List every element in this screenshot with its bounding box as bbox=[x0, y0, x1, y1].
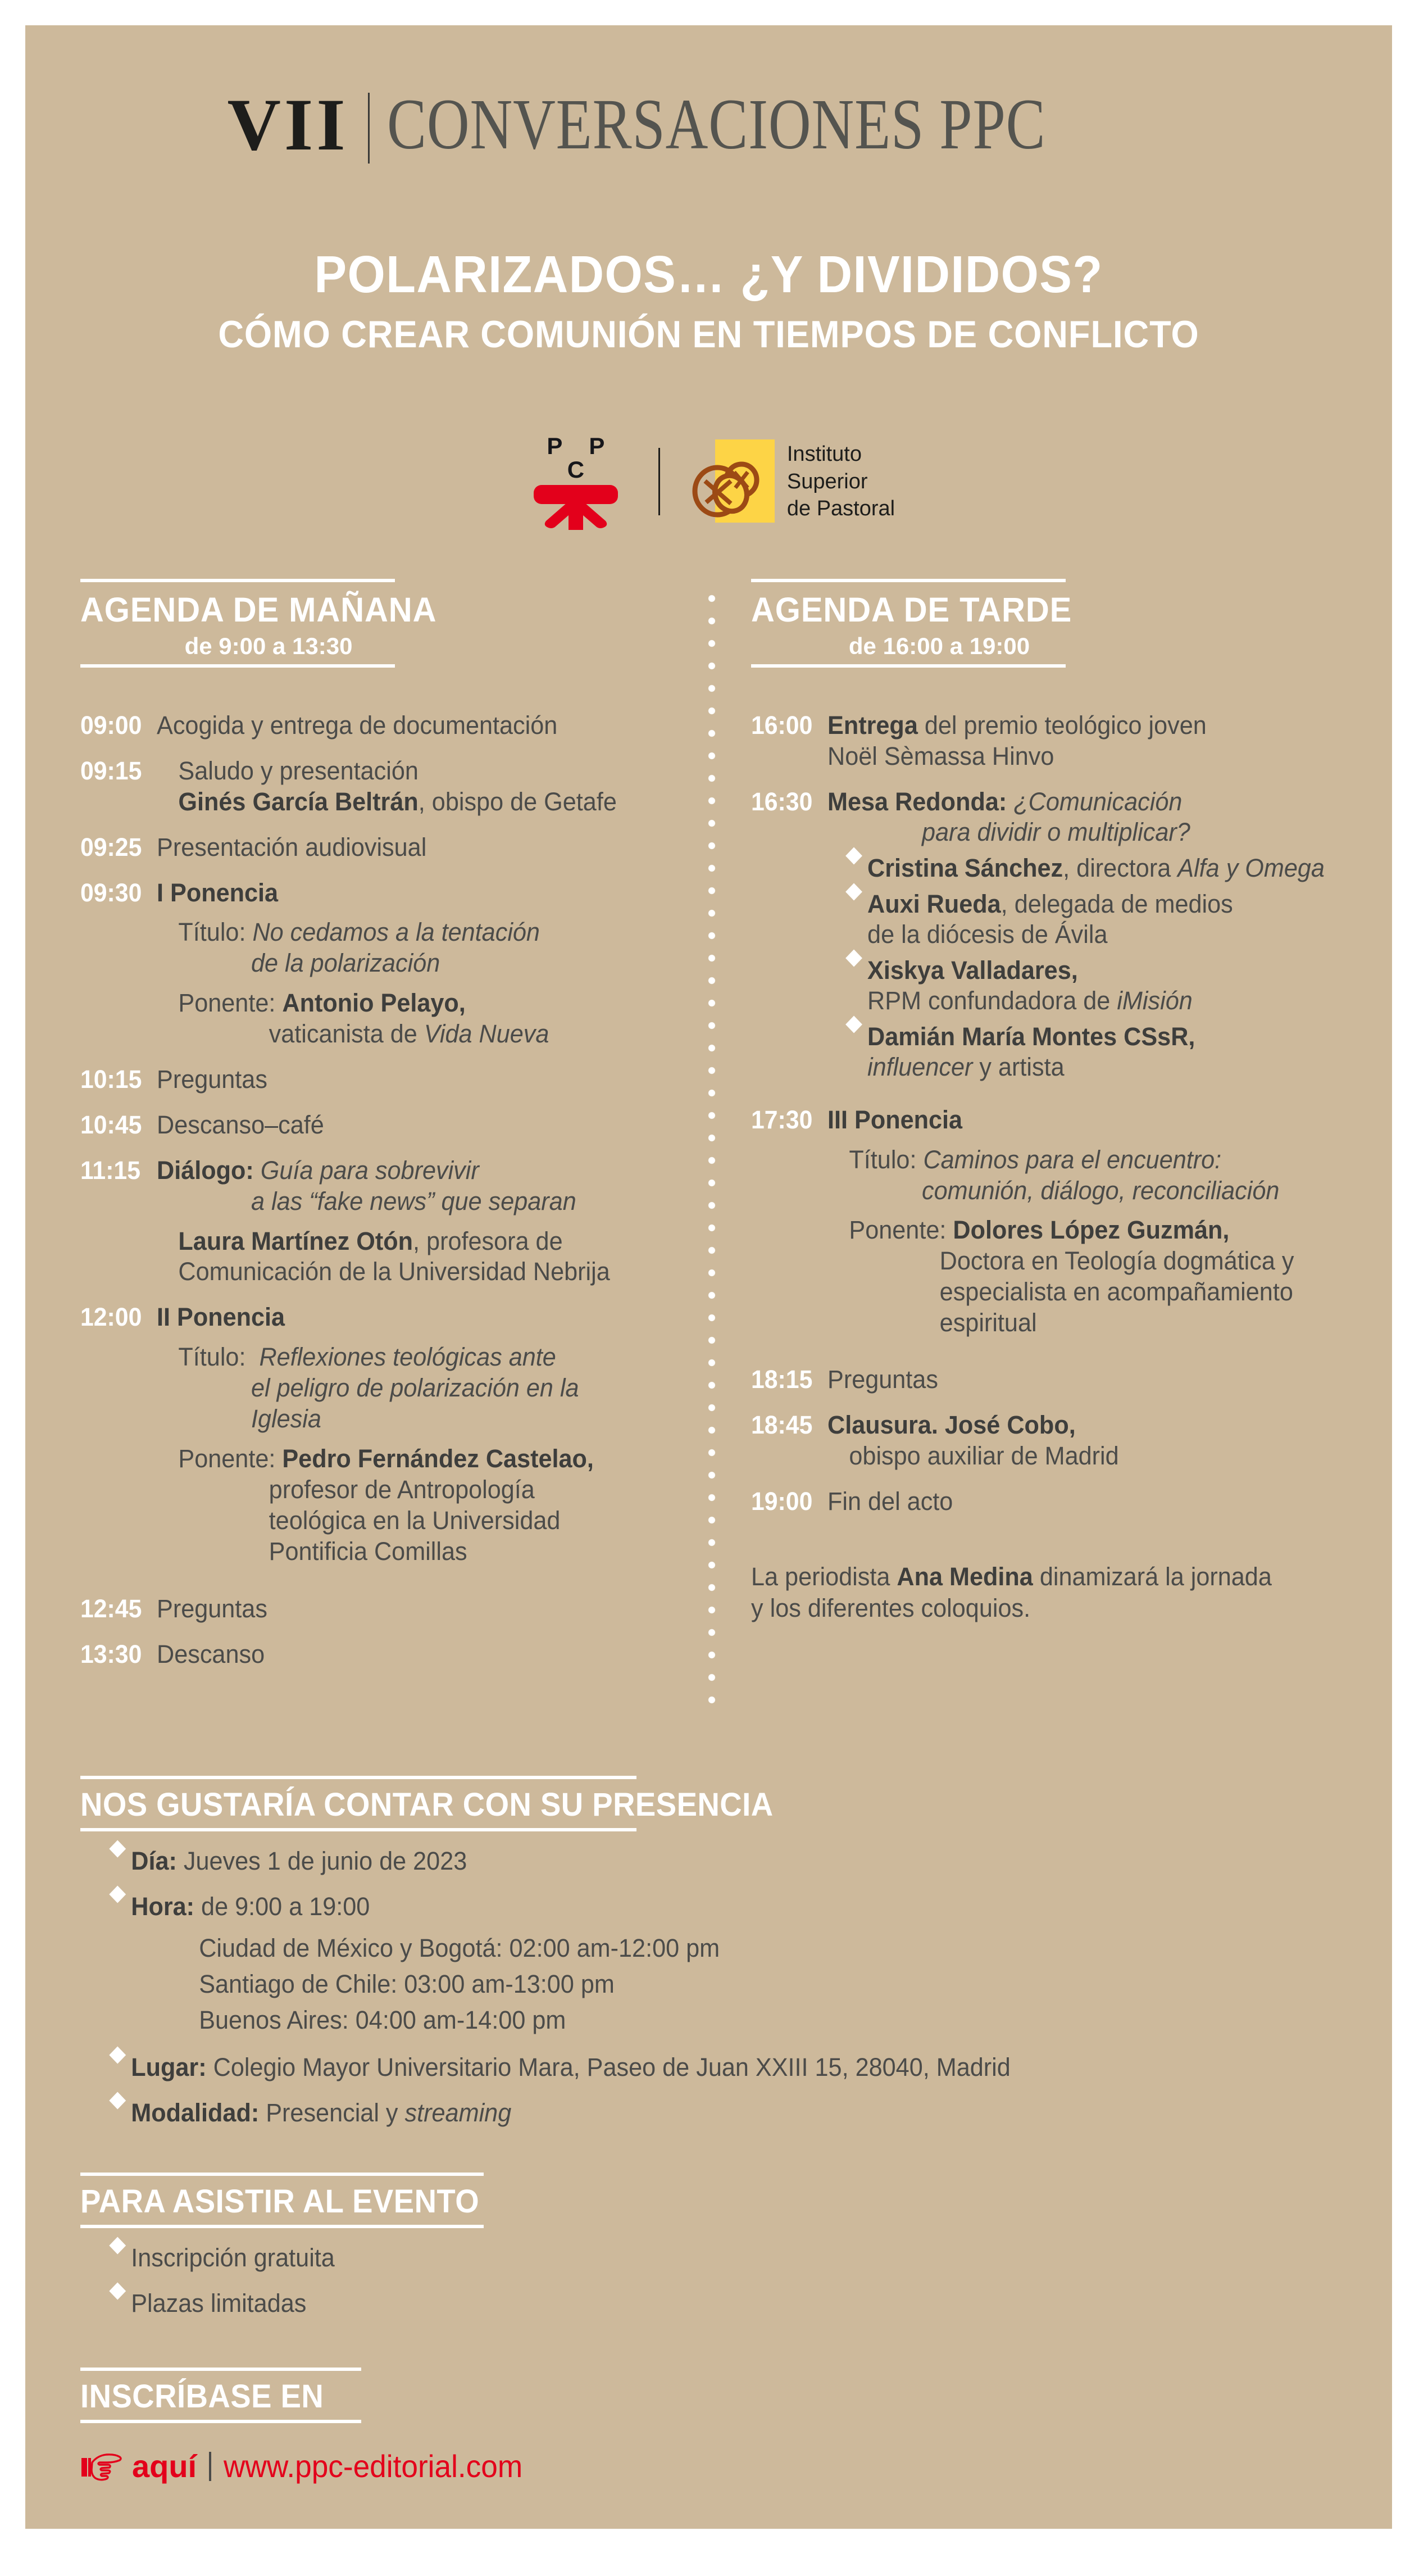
agenda-item bbox=[80, 1594, 676, 1625]
item-time: 16:30 bbox=[751, 787, 813, 816]
panelist-role-cont: de la diócesis de Ávila bbox=[867, 919, 1108, 949]
brand-header bbox=[25, 81, 1392, 167]
item-line bbox=[827, 1145, 1331, 1176]
moderator-name: Ana Medina bbox=[897, 1562, 1033, 1591]
item-line bbox=[827, 1176, 1331, 1207]
panelist-role: , directora bbox=[1063, 853, 1178, 882]
rule-top bbox=[80, 579, 395, 582]
item-line bbox=[827, 1410, 1331, 1441]
timezone-3: Buenos Aires: 04:00 am-14:00 pm bbox=[199, 2005, 566, 2034]
item-line bbox=[157, 787, 655, 818]
item-body bbox=[157, 878, 655, 1050]
morning-title: AGENDA DE MAÑANA bbox=[80, 591, 437, 629]
speaker-name: Laura Martínez Otón bbox=[178, 1226, 413, 1255]
item-line bbox=[157, 878, 655, 909]
brand-name: CONVERSACIONES PPC bbox=[386, 84, 1046, 164]
rule-top bbox=[80, 2368, 361, 2371]
item-time: 09:15 bbox=[80, 756, 142, 785]
panelist-org: iMisión bbox=[1117, 986, 1193, 1015]
item-line bbox=[157, 1302, 655, 1333]
speaker-name: Ginés García Beltrán bbox=[178, 787, 419, 816]
item-body bbox=[827, 787, 1331, 1082]
agenda-item bbox=[80, 1155, 676, 1288]
ponencia-label: I Ponencia bbox=[157, 878, 279, 907]
item-line: Comunicación de la Universidad Nebrija bbox=[178, 1257, 610, 1286]
attend-item-2: Plazas limitadas bbox=[131, 2289, 307, 2318]
diamond-bullet-icon bbox=[109, 2047, 126, 2064]
afternoon-subtitle: de 16:00 a 19:00 bbox=[848, 633, 1030, 659]
panelist-name: Xiskya Valladares, bbox=[867, 955, 1078, 985]
panelist-org: Alfa y Omega bbox=[1177, 853, 1325, 882]
panelist-role-italic: influencer bbox=[867, 1052, 973, 1081]
signup-block bbox=[80, 2368, 1339, 2484]
panelist-role: RPM confundadora de bbox=[867, 986, 1117, 1015]
item-line: Fin del acto bbox=[827, 1486, 953, 1516]
diamond-bullet-icon bbox=[845, 883, 862, 900]
ponencia-title-cont: de la polarización bbox=[251, 949, 440, 978]
item-body bbox=[157, 832, 655, 863]
morning-header bbox=[80, 579, 676, 668]
diamond-bullet-icon bbox=[109, 1885, 126, 1903]
modalidad-label: Modalidad: bbox=[131, 2098, 260, 2128]
item-line: Doctora en Teología dogmática y bbox=[939, 1246, 1294, 1276]
afternoon-items bbox=[751, 710, 1352, 1625]
info-text bbox=[131, 1892, 370, 1922]
rule-top bbox=[751, 579, 1066, 582]
ponente-label: Ponente: bbox=[849, 1216, 947, 1245]
diamond-bullet-icon bbox=[109, 1840, 126, 1857]
item-time: 12:00 bbox=[80, 1303, 142, 1332]
info-row-hora bbox=[80, 1892, 1288, 1922]
item-line bbox=[157, 1019, 655, 1050]
item-line bbox=[157, 1342, 655, 1373]
item-body bbox=[157, 710, 655, 741]
mesa-title-cont: para dividir o multiplicar? bbox=[922, 817, 1190, 846]
logo-row bbox=[25, 434, 1392, 529]
item-line: Preguntas bbox=[827, 1365, 938, 1394]
item-body bbox=[827, 1105, 1331, 1339]
speaker-name: Dolores López Guzmán, bbox=[953, 1216, 1230, 1245]
rule-bottom bbox=[80, 2225, 484, 2228]
item-body bbox=[827, 1410, 1331, 1472]
panelist-name: Auxi Rueda bbox=[867, 889, 1001, 918]
agenda-item bbox=[80, 1064, 676, 1095]
item-time: 09:30 bbox=[80, 878, 142, 907]
item-body bbox=[157, 1110, 655, 1141]
column-dotted-divider bbox=[708, 595, 716, 1716]
agenda-item bbox=[751, 1105, 1352, 1339]
logo-separator bbox=[658, 448, 660, 515]
panelist-role: y artista bbox=[972, 1052, 1065, 1081]
dia-label: Día: bbox=[131, 1847, 177, 1875]
website-url[interactable]: www.ppc-editorial.com bbox=[224, 2448, 523, 2484]
isp-line-3: de Pastoral bbox=[786, 497, 895, 521]
rule-bottom bbox=[80, 664, 395, 668]
item-body bbox=[157, 1639, 655, 1670]
agenda-item bbox=[751, 1486, 1352, 1517]
pointing-hand-icon bbox=[80, 2451, 122, 2482]
item-line bbox=[157, 1404, 655, 1435]
poster-canvas bbox=[25, 25, 1392, 2529]
panelist-text bbox=[867, 1022, 1331, 1082]
item-line bbox=[827, 817, 1331, 847]
panelist-role: , delegada de medios bbox=[1000, 889, 1233, 918]
note-post: dinamizará la jornada bbox=[1033, 1562, 1272, 1591]
item-body bbox=[157, 1302, 655, 1567]
aqui-link[interactable]: aquí bbox=[132, 2448, 197, 2484]
ponencia-title-cont: comunión, diálogo, reconciliación bbox=[922, 1176, 1280, 1205]
morning-subtitle: de 9:00 a 13:30 bbox=[184, 633, 353, 659]
modalidad-value: Presencial y bbox=[259, 2098, 405, 2128]
signup-title: INSCRÍBASE EN bbox=[80, 2378, 324, 2415]
item-line bbox=[827, 710, 1331, 741]
attend-title: PARA ASISTIR AL EVENTO bbox=[80, 2183, 480, 2220]
attend-item-1: Inscripción gratuita bbox=[131, 2243, 335, 2273]
ponencia-title: Reflexiones teológicas ante bbox=[259, 1343, 556, 1372]
edition-number: VII bbox=[227, 83, 349, 166]
rule-top bbox=[80, 1776, 636, 1779]
item-line: profesor de Antropología bbox=[269, 1475, 535, 1504]
ponencia-title: No cedamos a la tentación bbox=[252, 918, 540, 947]
panelist-text bbox=[867, 955, 1331, 1016]
item-time: 11:15 bbox=[80, 1155, 140, 1185]
item-time: 17:30 bbox=[751, 1105, 813, 1134]
dialogo-title-cont: a las “fake news” que separan bbox=[251, 1186, 576, 1216]
info-text bbox=[131, 2052, 1011, 2083]
item-body bbox=[827, 1486, 1331, 1517]
attend-block bbox=[80, 2173, 1339, 2319]
dia-value: Jueves 1 de junio de 2023 bbox=[176, 1847, 467, 1875]
speaker-role: , obispo de Getafe bbox=[418, 787, 617, 816]
info-text bbox=[131, 2098, 511, 2129]
lugar-label: Lugar: bbox=[131, 2053, 207, 2082]
rule-bottom bbox=[751, 664, 1066, 668]
item-body bbox=[157, 1155, 655, 1288]
note-pre: La periodista bbox=[751, 1562, 897, 1591]
ppc-letters: P P C bbox=[547, 433, 615, 483]
panelist-row bbox=[827, 889, 1331, 950]
item-time: 10:15 bbox=[80, 1065, 142, 1094]
page-title: POLARIZADOS… ¿Y DIVIDIDOS? bbox=[314, 245, 1103, 303]
ponencia-title: Caminos para el encuentro: bbox=[923, 1145, 1222, 1174]
agenda-item bbox=[751, 1364, 1352, 1395]
item-line bbox=[157, 1444, 655, 1475]
afternoon-title: AGENDA DE TARDE bbox=[751, 591, 1072, 629]
diamond-bullet-icon bbox=[109, 2092, 126, 2110]
item-line bbox=[157, 988, 655, 1019]
attend-row-2 bbox=[80, 2288, 1288, 2319]
agenda-item bbox=[751, 710, 1352, 772]
item-line bbox=[827, 787, 1331, 817]
isp-emblem-icon bbox=[689, 439, 775, 524]
agenda-item bbox=[751, 787, 1352, 1082]
rule-bottom bbox=[80, 2420, 361, 2423]
item-line: Presentación audiovisual bbox=[157, 832, 427, 861]
item-line: Saludo y presentación bbox=[178, 756, 419, 785]
speaker-name: Antonio Pelayo, bbox=[282, 988, 466, 1018]
item-line: Descanso–café bbox=[157, 1110, 324, 1139]
item-line: especialista en acompañamiento bbox=[939, 1277, 1293, 1307]
item-line: obispo auxiliar de Madrid bbox=[849, 1441, 1119, 1470]
item-line bbox=[157, 948, 655, 979]
afternoon-agenda-column bbox=[751, 579, 1352, 1625]
diamond-bullet-icon bbox=[845, 847, 862, 864]
item-time: 19:00 bbox=[751, 1486, 813, 1516]
signup-row[interactable] bbox=[80, 2448, 1339, 2484]
panelist-name: Damián María Montes CSsR, bbox=[867, 1022, 1195, 1051]
diamond-bullet-icon bbox=[109, 2283, 126, 2300]
timezone-1: Ciudad de México y Bogotá: 02:00 am-12:00 pm bbox=[199, 1933, 720, 1962]
speaker-role: vaticanista de bbox=[269, 1019, 424, 1049]
item-body bbox=[157, 1594, 655, 1625]
item-time: 16:00 bbox=[751, 711, 813, 740]
panelist-row bbox=[827, 853, 1331, 883]
presence-title: NOS GUSTARÍA CONTAR CON SU PRESENCIA bbox=[80, 1786, 774, 1823]
titulo-label: Título: bbox=[178, 1343, 246, 1372]
dialogo-label: Diálogo: bbox=[157, 1155, 254, 1185]
morning-items bbox=[80, 710, 676, 1670]
item-time: 18:45 bbox=[751, 1410, 813, 1439]
lower-info bbox=[80, 1776, 1339, 2520]
item-body bbox=[827, 1364, 1331, 1395]
title-block bbox=[25, 247, 1392, 356]
item-line: Preguntas bbox=[157, 1065, 267, 1094]
item-time: 18:15 bbox=[751, 1365, 813, 1394]
isp-line-1: Instituto bbox=[786, 442, 862, 466]
panelist-role-cont bbox=[867, 1052, 1331, 1082]
entrega-desc: del premio teológico joven bbox=[917, 711, 1207, 740]
agenda-item bbox=[80, 1639, 676, 1670]
panelist-row bbox=[827, 955, 1331, 1016]
item-line bbox=[157, 1186, 655, 1217]
item-line: teológica en la Universidad bbox=[269, 1505, 561, 1535]
rule-top bbox=[80, 2173, 484, 2176]
ppc-logo bbox=[522, 434, 629, 529]
ponente-label: Ponente: bbox=[178, 988, 276, 1018]
ponencia-label: III Ponencia bbox=[827, 1105, 963, 1134]
item-body bbox=[827, 710, 1331, 772]
panelist-name: Cristina Sánchez bbox=[867, 853, 1063, 882]
item-time: 13:30 bbox=[80, 1640, 142, 1669]
isp-name bbox=[787, 441, 895, 523]
agenda-item bbox=[80, 1302, 676, 1567]
agenda-item bbox=[80, 1110, 676, 1141]
ponencia-title-cont: Iglesia bbox=[251, 1404, 321, 1434]
ponencia-label: II Ponencia bbox=[157, 1303, 285, 1332]
item-body bbox=[157, 756, 655, 818]
morning-agenda-column bbox=[80, 579, 676, 1685]
signup-separator bbox=[209, 2452, 211, 2481]
item-line: espiritual bbox=[939, 1308, 1037, 1337]
panelist-text bbox=[867, 853, 1331, 883]
diamond-bullet-icon bbox=[109, 2237, 126, 2255]
diamond-bullet-icon bbox=[845, 1015, 862, 1033]
agenda-item bbox=[751, 1410, 1352, 1472]
item-time: 09:00 bbox=[80, 711, 142, 740]
item-line: Noël Sèmassa Hinvo bbox=[827, 741, 1054, 770]
ponente-label: Ponente: bbox=[178, 1444, 276, 1473]
item-line: Preguntas bbox=[157, 1594, 267, 1623]
item-time: 09:25 bbox=[80, 832, 142, 861]
titulo-label: Título: bbox=[849, 1145, 917, 1174]
clausura-label: Clausura. José Cobo, bbox=[827, 1410, 1076, 1439]
hora-label: Hora: bbox=[131, 1892, 195, 1921]
agenda-item bbox=[80, 756, 676, 818]
ppc-arrow-icon bbox=[522, 485, 629, 529]
mesa-label: Mesa Redonda: bbox=[827, 787, 1007, 816]
item-line bbox=[827, 1105, 1331, 1136]
entrega-label: Entrega bbox=[827, 711, 918, 740]
ponencia-title-cont: el peligro de polarización en la bbox=[251, 1373, 579, 1403]
titulo-label: Título: bbox=[178, 918, 246, 947]
agenda-item bbox=[80, 832, 676, 863]
item-line bbox=[157, 1226, 655, 1257]
presence-block bbox=[80, 1776, 1339, 2129]
item-time: 12:45 bbox=[80, 1594, 142, 1623]
item-body bbox=[157, 1064, 655, 1095]
attend-row-1 bbox=[80, 2243, 1288, 2274]
diamond-bullet-icon bbox=[845, 949, 862, 967]
panelist-role-cont bbox=[867, 986, 1331, 1016]
header-divider bbox=[368, 93, 370, 164]
page-subtitle: CÓMO CREAR COMUNIÓN EN TIEMPOS DE CONFLICTO bbox=[218, 312, 1199, 356]
speaker-role: , profesora de bbox=[413, 1226, 563, 1255]
timezone-2: Santiago de Chile: 03:00 am-13:00 pm bbox=[199, 1969, 615, 1998]
item-line: Acogida y entrega de documentación bbox=[157, 711, 558, 740]
info-row-lugar bbox=[80, 2052, 1288, 2083]
info-text bbox=[131, 1846, 467, 1877]
mesa-title: ¿Comunicación bbox=[1013, 787, 1183, 816]
speaker-name: Pedro Fernández Castelao, bbox=[282, 1444, 594, 1473]
afternoon-header bbox=[751, 579, 1352, 668]
item-line: Descanso bbox=[157, 1640, 265, 1669]
item-line bbox=[157, 1373, 655, 1404]
modalidad-italic: streaming bbox=[404, 2098, 512, 2128]
timezone-list bbox=[80, 1930, 1288, 2038]
info-row-modalidad bbox=[80, 2098, 1288, 2129]
instituto-superior-pastoral-logo bbox=[689, 439, 895, 524]
info-row-dia bbox=[80, 1846, 1288, 1877]
item-time: 10:45 bbox=[80, 1110, 142, 1139]
item-line bbox=[157, 917, 655, 948]
publication-name: Vida Nueva bbox=[424, 1019, 549, 1049]
hora-value: de 9:00 a 19:00 bbox=[194, 1892, 370, 1921]
moderator-note bbox=[751, 1561, 1328, 1625]
rule-bottom bbox=[80, 1828, 636, 1831]
note-line-2: y los diferentes coloquios. bbox=[751, 1594, 1031, 1623]
agenda-item bbox=[80, 710, 676, 741]
panelist-text bbox=[867, 889, 1331, 950]
dialogo-title: Guía para sobrevivir bbox=[260, 1155, 479, 1185]
panelist-row bbox=[827, 1022, 1331, 1082]
item-line: Pontificia Comillas bbox=[269, 1536, 467, 1566]
isp-line-2: Superior bbox=[786, 469, 868, 493]
item-line bbox=[827, 1215, 1331, 1246]
item-line bbox=[157, 1155, 655, 1186]
lugar-value: Colegio Mayor Universitario Mara, Paseo de Juan XXIII 15, 28040, Madrid bbox=[206, 2053, 1011, 2082]
agenda-item bbox=[80, 878, 676, 1050]
